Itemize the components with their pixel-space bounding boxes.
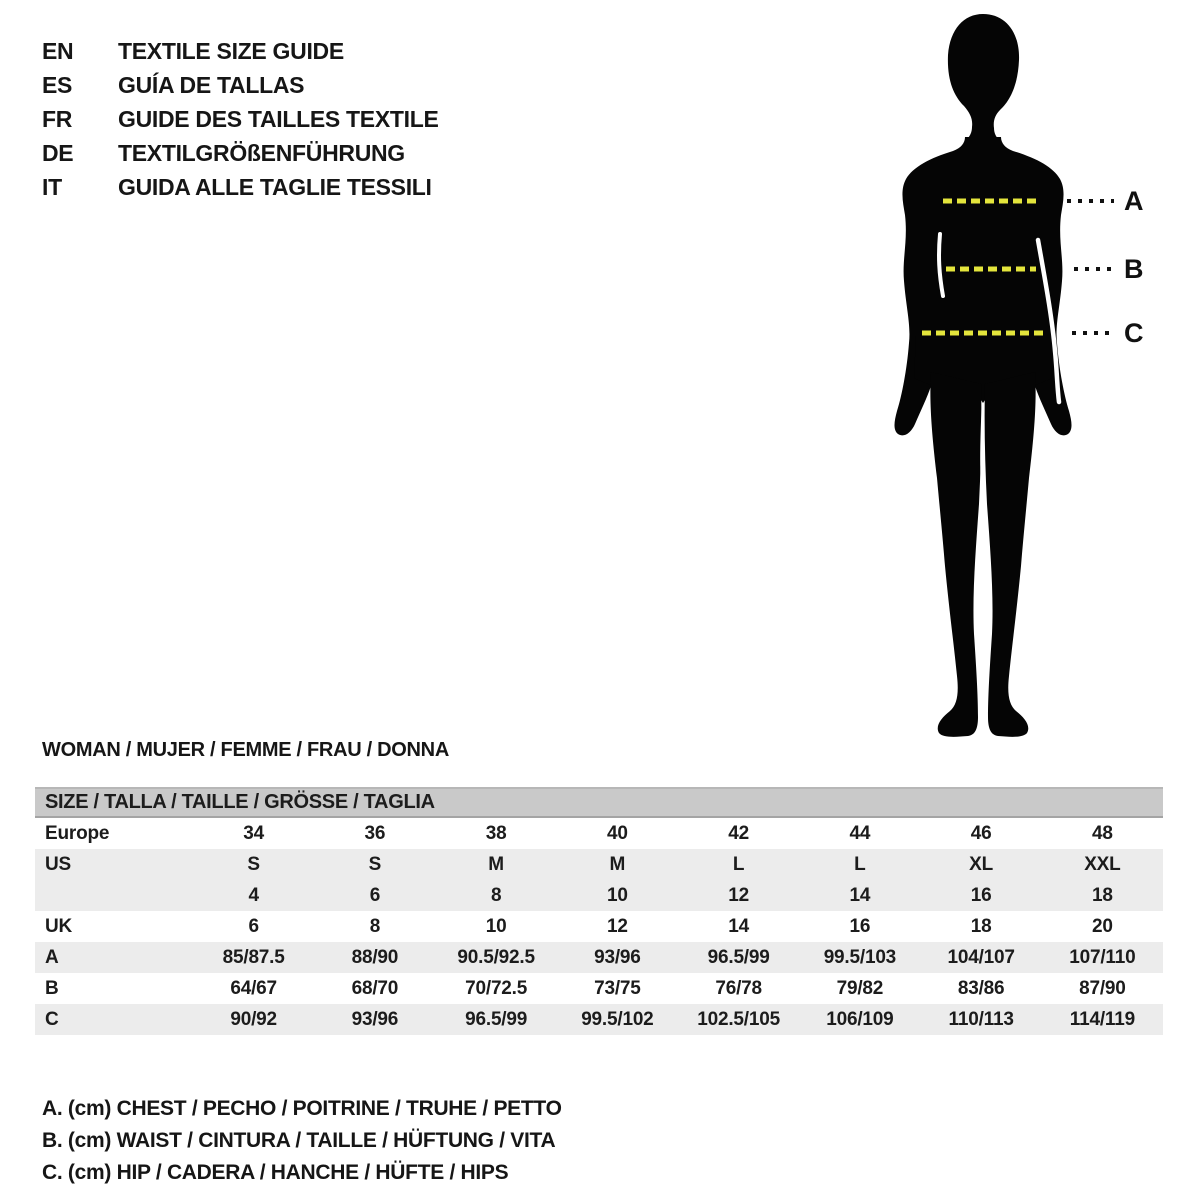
size-cell: 73/75 [594,977,641,999]
language-code: EN [42,37,74,64]
row-label: Europe [45,822,110,844]
row-label: C [45,1008,59,1030]
size-cell: 48 [1092,822,1113,844]
table-row [35,880,1163,911]
language-title-list [42,34,439,204]
size-cell: 76/78 [715,977,762,999]
size-cell: 12 [728,884,749,906]
chest-label: A [1124,186,1144,216]
language-code: IT [42,173,62,200]
language-title: TEXTILE SIZE GUIDE [118,37,344,64]
size-cell: 68/70 [351,977,399,999]
size-cell: 14 [849,884,871,906]
table-row [35,849,1163,880]
size-cell: 106/109 [826,1008,894,1030]
language-title-row [42,68,439,102]
size-cell: 70/72.5 [465,977,528,999]
language-title: TEXTILGRÖßENFÜHRUNG [118,139,405,166]
size-cell: 93/96 [594,946,641,968]
size-cell: M [488,853,504,875]
leg-gap [982,408,983,474]
size-cell: 44 [849,822,871,844]
size-cell: 83/86 [957,977,1005,999]
size-cell: 46 [970,822,992,844]
row-label: A [45,946,59,968]
size-cell: 90/92 [230,1008,277,1030]
size-table-header: SIZE / TALLA / TAILLE / GRÖSSE / TAGLIA [35,787,1163,818]
size-cell: 18 [970,915,992,937]
size-cell: 10 [485,915,507,937]
row-label: B [45,977,59,999]
table-row [35,911,1163,942]
size-cell: 42 [728,822,749,844]
size-cell: 102.5/105 [697,1008,780,1030]
woman-silhouette-figure [858,6,1170,748]
table-row [35,942,1163,973]
size-table-body [35,818,1163,1035]
size-cell: 36 [364,822,386,844]
size-cell: 16 [849,915,871,937]
language-title-row [42,170,439,204]
size-cell: 18 [1092,884,1113,906]
size-cell: 16 [970,884,992,906]
language-title: GUIDA ALLE TAGLIE TESSILI [118,173,432,200]
size-cell: 85/87.5 [222,946,285,968]
language-title-row [42,136,439,170]
table-row [35,973,1163,1004]
legend-item: C. (cm) HIP / CADERA / HANCHE / HÜFTE / HIPS [42,1161,509,1184]
language-code: ES [42,71,73,98]
language-title: GUIDE DES TAILLES TEXTILE [118,105,439,132]
size-cell: L [854,853,866,875]
size-cell: XL [969,853,994,875]
size-cell: XXL [1084,853,1121,875]
size-cell: 99.5/103 [823,946,897,968]
size-cell: 6 [248,915,259,937]
language-title-row [42,102,439,136]
row-label [35,880,193,911]
silhouette-head [948,14,1019,141]
size-cell: M [609,853,626,875]
size-cell: 99.5/102 [581,1008,654,1030]
size-cell: 107/110 [1069,946,1136,968]
table-row [35,818,1163,849]
size-cell: 8 [369,915,381,937]
size-cell: 12 [607,915,628,937]
woman-silhouette [895,14,1072,737]
size-table-grid [35,818,1163,1035]
language-code: FR [42,105,73,132]
table-row [35,1004,1163,1035]
size-cell: 93/96 [351,1008,399,1030]
size-cell: 38 [485,822,507,844]
size-cell: 96.5/99 [707,946,770,968]
size-cell: 104/107 [947,946,1015,968]
row-label: US [45,853,71,875]
silhouette-left-leg [930,372,981,737]
legend-item: B. (cm) WAIST / CINTURA / TAILLE / HÜFTUNG / VITA [42,1129,556,1152]
row-label: UK [45,915,73,937]
size-cell: 14 [728,915,749,937]
language-code: DE [42,139,74,166]
size-cell: 4 [248,884,259,906]
size-cell: 34 [243,822,264,844]
size-cell: S [368,853,382,875]
size-cell: 87/90 [1079,977,1126,999]
section-title-woman: WOMAN / MUJER / FEMME / FRAU / DONNA [42,739,449,761]
size-cell: 114/119 [1069,1008,1135,1030]
legend-item: A. (cm) CHEST / PECHO / POITRINE / TRUHE / PETTO [42,1097,562,1120]
size-cell: 6 [369,884,381,906]
language-title: GUÍA DE TALLAS [118,71,305,98]
hip-label: C [1124,318,1144,348]
size-table [35,787,1163,1035]
size-cell: 110/113 [948,1008,1014,1030]
size-cell: 96.5/99 [465,1008,528,1030]
measurement-legend [42,1093,562,1189]
size-cell: 90.5/92.5 [457,946,535,968]
size-cell: S [247,853,260,875]
size-cell: 79/82 [836,977,884,999]
size-cell: L [732,853,745,875]
size-cell: 64/67 [230,977,277,999]
size-cell: 88/90 [351,946,399,968]
language-title-row [42,34,439,68]
size-cell: 20 [1092,915,1113,937]
size-cell: 10 [607,884,628,906]
silhouette-right-leg [985,372,1036,737]
waist-label: B [1124,254,1144,284]
size-cell: 40 [607,822,628,844]
size-cell: 8 [490,884,502,906]
